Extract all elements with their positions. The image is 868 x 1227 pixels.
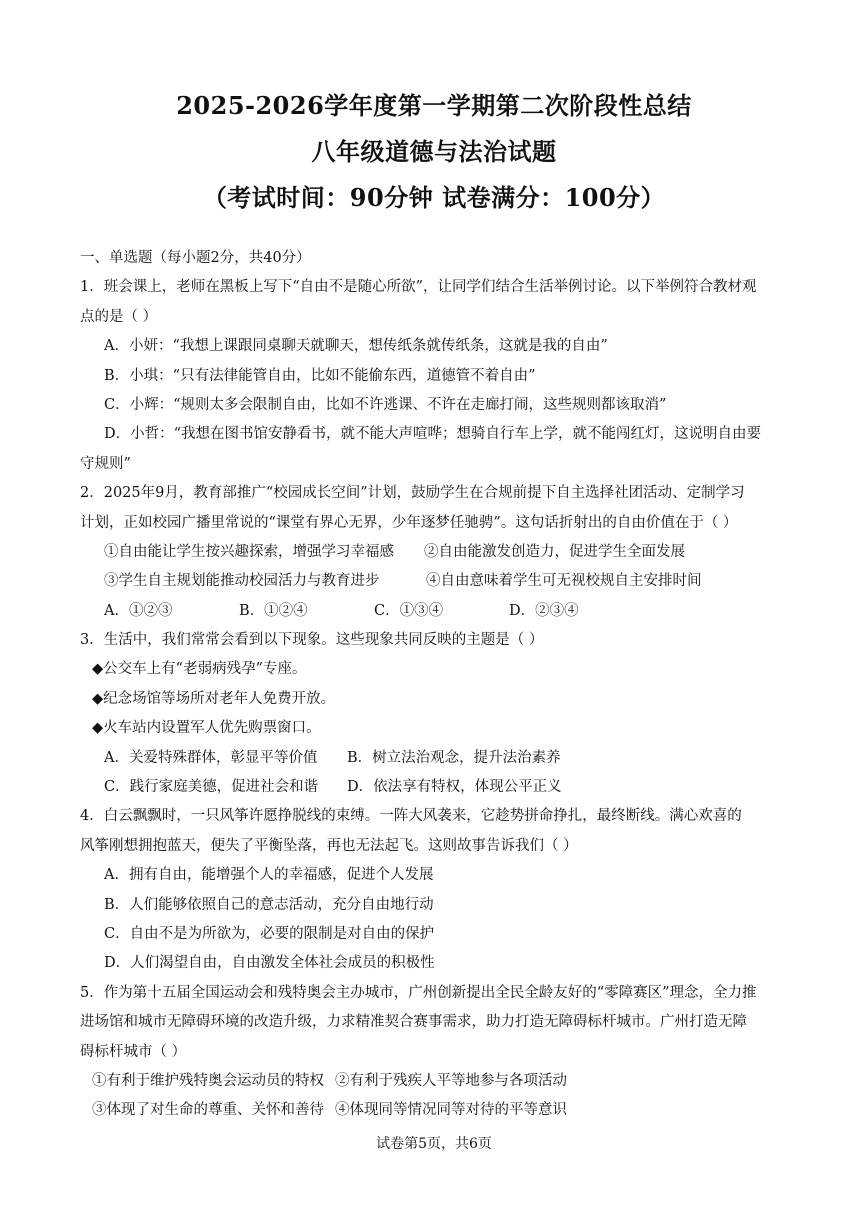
q3-options-row1 — [80, 744, 795, 773]
q2-statements-row1 — [80, 538, 795, 567]
q3-point-1: ◆公交车上有“老弱病残孕”专座。 — [92, 661, 307, 678]
q2-statement-4: ④自由意味着学生可无视校规自主安排时间 — [426, 573, 702, 590]
q2-statement-2: ②自由能激发创造力，促进学生全面发展 — [424, 543, 685, 560]
q5-stem-line1: 5．作为第十五届全国运动会和残特奥会主办城市，广州创新提出全民全龄友好的“零障赛区”理念，全力推 — [80, 984, 757, 1001]
q1-option-c: C．小辉：“规则太多会限制自由，比如不许逃课、不许在走廊打闹，这些规则都该取消” — [104, 396, 667, 413]
q2-statement-1: ①自由能让学生按兴趣探索，增强学习幸福感 — [104, 543, 394, 560]
q5-statement-2: ②有利于残疾人平等地参与各项活动 — [335, 1072, 567, 1089]
q3-point-3: ◆火车站内设置军人优先购票窗口。 — [92, 720, 321, 737]
q4-stem-line2: 风筝刚想拥抱蓝天，便失了平衡坠落，再也无法起飞。这则故事告诉我们（ ） — [80, 837, 578, 854]
q2-stem-line1: 2．2025年9月，教育部推广“校园成长空间”计划，鼓励学生在合规前提下自主选择社团活动、定制学习 — [80, 485, 745, 502]
q1-option-d-line1: D．小哲：“我想在图书馆安静看书，就不能大声喧哗；想骑自行车上学，就不能闯红灯，这说明自由要 — [104, 426, 762, 443]
q5-statement-4: ④体现同等情况同等对待的平等意识 — [335, 1102, 567, 1119]
q5-stem-line3: 碍标杆城市（ ） — [80, 1043, 187, 1060]
q4-option-c: C．自由不是为所欲为，必要的限制是对自由的保护 — [104, 925, 435, 942]
q5-statements-row2 — [80, 1096, 795, 1125]
q5-statement-1: ①有利于维护残特奥会运动员的特权 — [92, 1072, 324, 1089]
q5-stem-line2: 进场馆和城市无障碍环境的改造升级，力求精准契合赛事需求，助力打造无障碍标杆城市。广州打造无障 — [80, 1014, 747, 1031]
q3-option-b: B．树立法治观念，提升法治素养 — [347, 749, 561, 766]
q5-statements-row1 — [80, 1067, 795, 1096]
q3-point-2: ◆纪念场馆等场所对老年人免费开放。 — [92, 690, 336, 707]
q3-option-d: D．依法享有特权，体现公平正义 — [347, 779, 562, 796]
q1-option-a: A．小妍：“我想上课跟同桌聊天就聊天，想传纸条就传纸条，这就是我的自由” — [104, 338, 608, 355]
section-heading: 一、单选题（每小题2分，共40分） — [80, 250, 311, 266]
q2-statements-row2 — [80, 567, 795, 596]
q3-stem: 3．生活中，我们常常会看到以下现象。这些现象共同反映的主题是（ ） — [80, 632, 544, 649]
exam-info: （考试时间：90分钟 试卷满分：100分） — [202, 183, 666, 212]
q3-option-a: A．关爱特殊群体，彰显平等价值 — [104, 749, 318, 766]
q2-stem-line2: 计划，正如校园广播里常说的“课堂有界心无界，少年逐梦任驰骋”。这句话折射出的自由价值在于（ ） — [80, 514, 738, 531]
q4-stem-line1: 4．白云飘飘时，一只风筝许愿挣脱线的束缚。一阵大风袭来，它趁势拼命挣扎，最终断线。满心欢喜的 — [80, 808, 742, 825]
exam-subject: 八年级道德与法治试题 — [311, 137, 557, 166]
q3-option-c: C．践行家庭美德，促进社会和谐 — [104, 779, 319, 796]
q1-stem-line1: 1．班会课上，老师在黑板上写下“自由不是随心所欲”，让同学们结合生活举例讨论。以下举例符合教材观 — [80, 279, 757, 296]
q2-options — [80, 597, 795, 626]
q2-option-b: B．①②④ — [239, 602, 308, 619]
q1-option-d-line2: 守规则” — [80, 455, 131, 472]
q2-statement-3: ③学生自主规划能推动校园活力与教育进步 — [104, 573, 380, 590]
q3-options-row2 — [80, 773, 795, 802]
q2-option-d: D．②③④ — [509, 602, 579, 619]
exam-title: 2025-2026学年度第一学期第二次阶段性总结 — [176, 91, 692, 120]
page-number: 试卷第5页，共6页 — [376, 1136, 492, 1152]
q2-option-c: C．①③④ — [374, 602, 444, 619]
exam-content — [80, 244, 795, 1126]
q5-statement-3: ③体现了对生命的尊重、关怀和善待 — [92, 1102, 324, 1119]
q4-option-d: D．人们渴望自由，自由激发全体社会成员的积极性 — [104, 955, 435, 972]
q4-option-b: B．人们能够依照自己的意志活动，充分自由地行动 — [104, 896, 434, 913]
q1-stem-line2: 点的是（ ） — [80, 308, 158, 325]
q2-option-a: A．①②③ — [104, 602, 173, 619]
q1-option-b: B．小琪：“只有法律能管自由，比如不能偷东西，道德管不着自由” — [104, 367, 536, 384]
q4-option-a: A．拥有自由，能增强个人的幸福感，促进个人发展 — [104, 867, 434, 884]
